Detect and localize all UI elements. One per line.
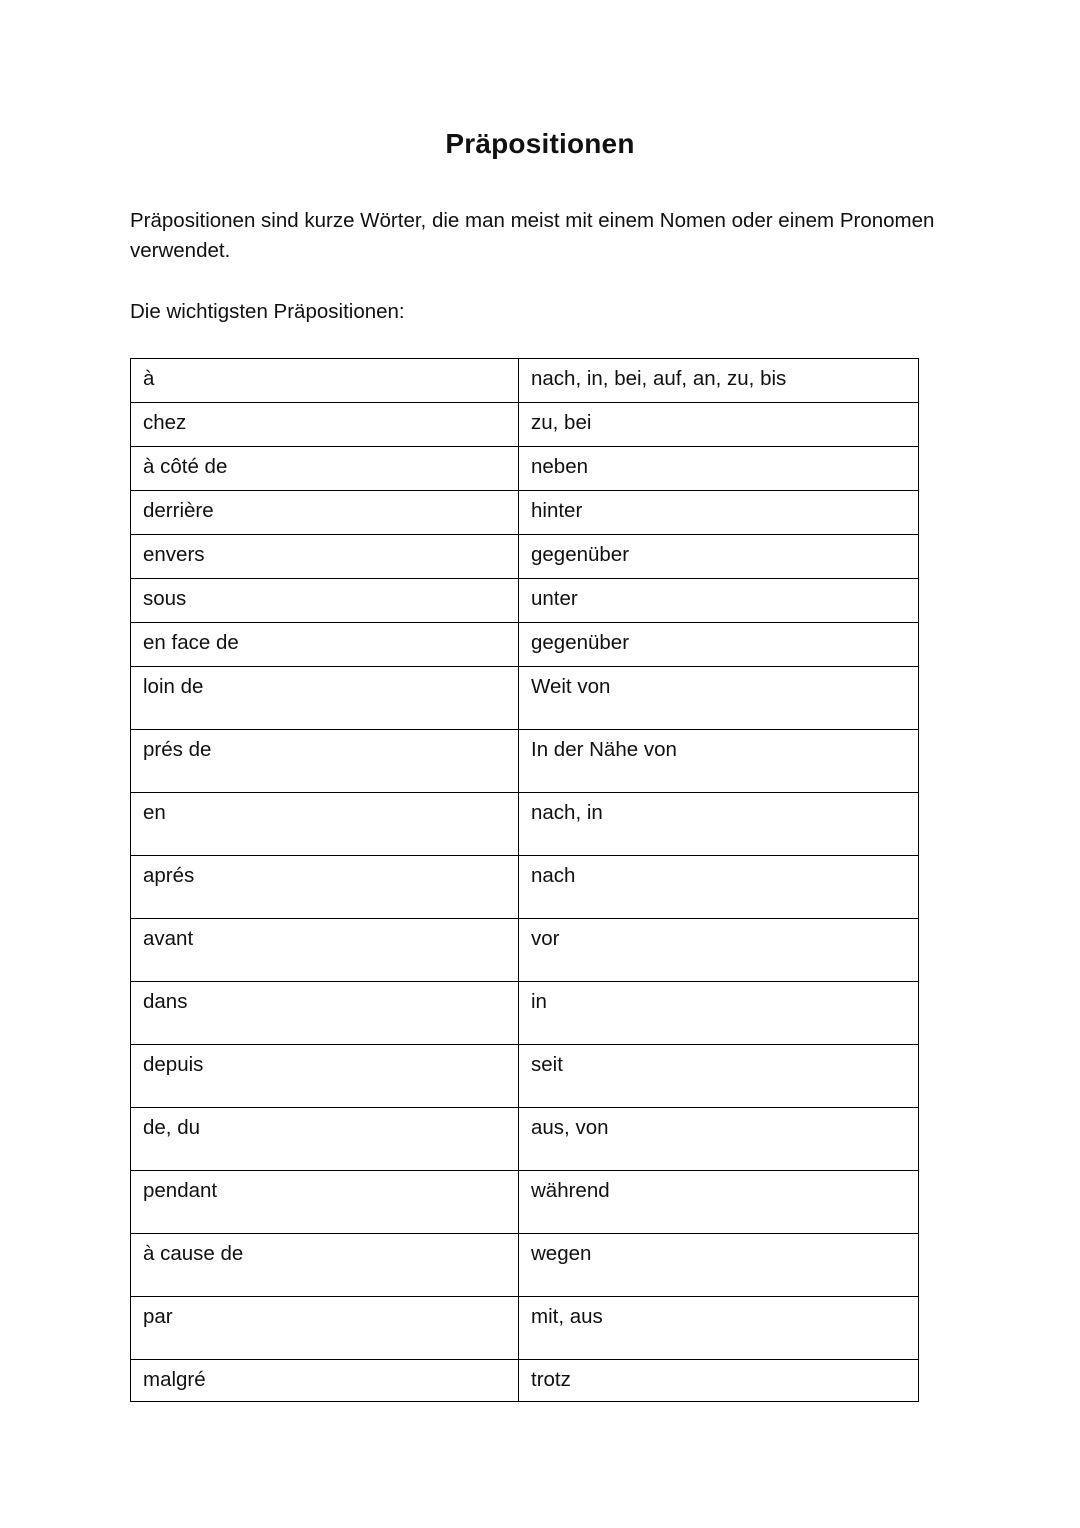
german-cell: unter	[519, 579, 919, 623]
table-row	[131, 535, 919, 579]
german-cell: gegenüber	[519, 535, 919, 579]
table-row	[131, 1045, 919, 1108]
table-row	[131, 667, 919, 730]
french-cell: prés de	[131, 730, 519, 793]
french-cell: avant	[131, 919, 519, 982]
french-cell: malgré	[131, 1360, 519, 1402]
german-cell: gegenüber	[519, 623, 919, 667]
german-cell: wegen	[519, 1234, 919, 1297]
french-cell: envers	[131, 535, 519, 579]
table-row	[131, 1234, 919, 1297]
table-caption-text: Die wichtigsten Präpositionen:	[130, 300, 405, 323]
french-cell: aprés	[131, 856, 519, 919]
french-cell: à côté de	[131, 447, 519, 491]
german-cell: aus, von	[519, 1108, 919, 1171]
table-row	[131, 982, 919, 1045]
french-cell: en	[131, 793, 519, 856]
french-cell: à	[131, 359, 519, 403]
table-row	[131, 623, 919, 667]
german-cell: Weit von	[519, 667, 919, 730]
table-row	[131, 1108, 919, 1171]
table-row	[131, 1360, 919, 1402]
german-cell: nach, in, bei, auf, an, zu, bis	[519, 359, 919, 403]
table-row	[131, 359, 919, 403]
german-cell: zu, bei	[519, 403, 919, 447]
german-cell: hinter	[519, 491, 919, 535]
french-cell: de, du	[131, 1108, 519, 1171]
table-row	[131, 579, 919, 623]
french-cell: loin de	[131, 667, 519, 730]
french-cell: chez	[131, 403, 519, 447]
french-cell: en face de	[131, 623, 519, 667]
table-row	[131, 856, 919, 919]
table-row	[131, 447, 919, 491]
french-cell: par	[131, 1297, 519, 1360]
german-cell: nach	[519, 856, 919, 919]
prepositions-table-body	[131, 359, 919, 1402]
prepositions-table	[130, 358, 919, 1402]
german-cell: vor	[519, 919, 919, 982]
french-cell: depuis	[131, 1045, 519, 1108]
german-cell: in	[519, 982, 919, 1045]
german-cell: seit	[519, 1045, 919, 1108]
german-cell: trotz	[519, 1360, 919, 1402]
french-cell: derrière	[131, 491, 519, 535]
table-row	[131, 403, 919, 447]
table-row	[131, 793, 919, 856]
german-cell: neben	[519, 447, 919, 491]
table-row	[131, 730, 919, 793]
french-cell: dans	[131, 982, 519, 1045]
french-cell: sous	[131, 579, 519, 623]
table-row	[131, 1171, 919, 1234]
table-row	[131, 919, 919, 982]
german-cell: nach, in	[519, 793, 919, 856]
german-cell: mit, aus	[519, 1297, 919, 1360]
french-cell: pendant	[131, 1171, 519, 1234]
table-row	[131, 1297, 919, 1360]
intro-paragraph: Präpositionen sind kurze Wörter, die man meist mit einem Nomen oder einem Pronomen verwendet.	[130, 209, 935, 262]
page-title: Präpositionen	[445, 128, 635, 159]
table-row	[131, 491, 919, 535]
german-cell: während	[519, 1171, 919, 1234]
german-cell: In der Nähe von	[519, 730, 919, 793]
french-cell: à cause de	[131, 1234, 519, 1297]
